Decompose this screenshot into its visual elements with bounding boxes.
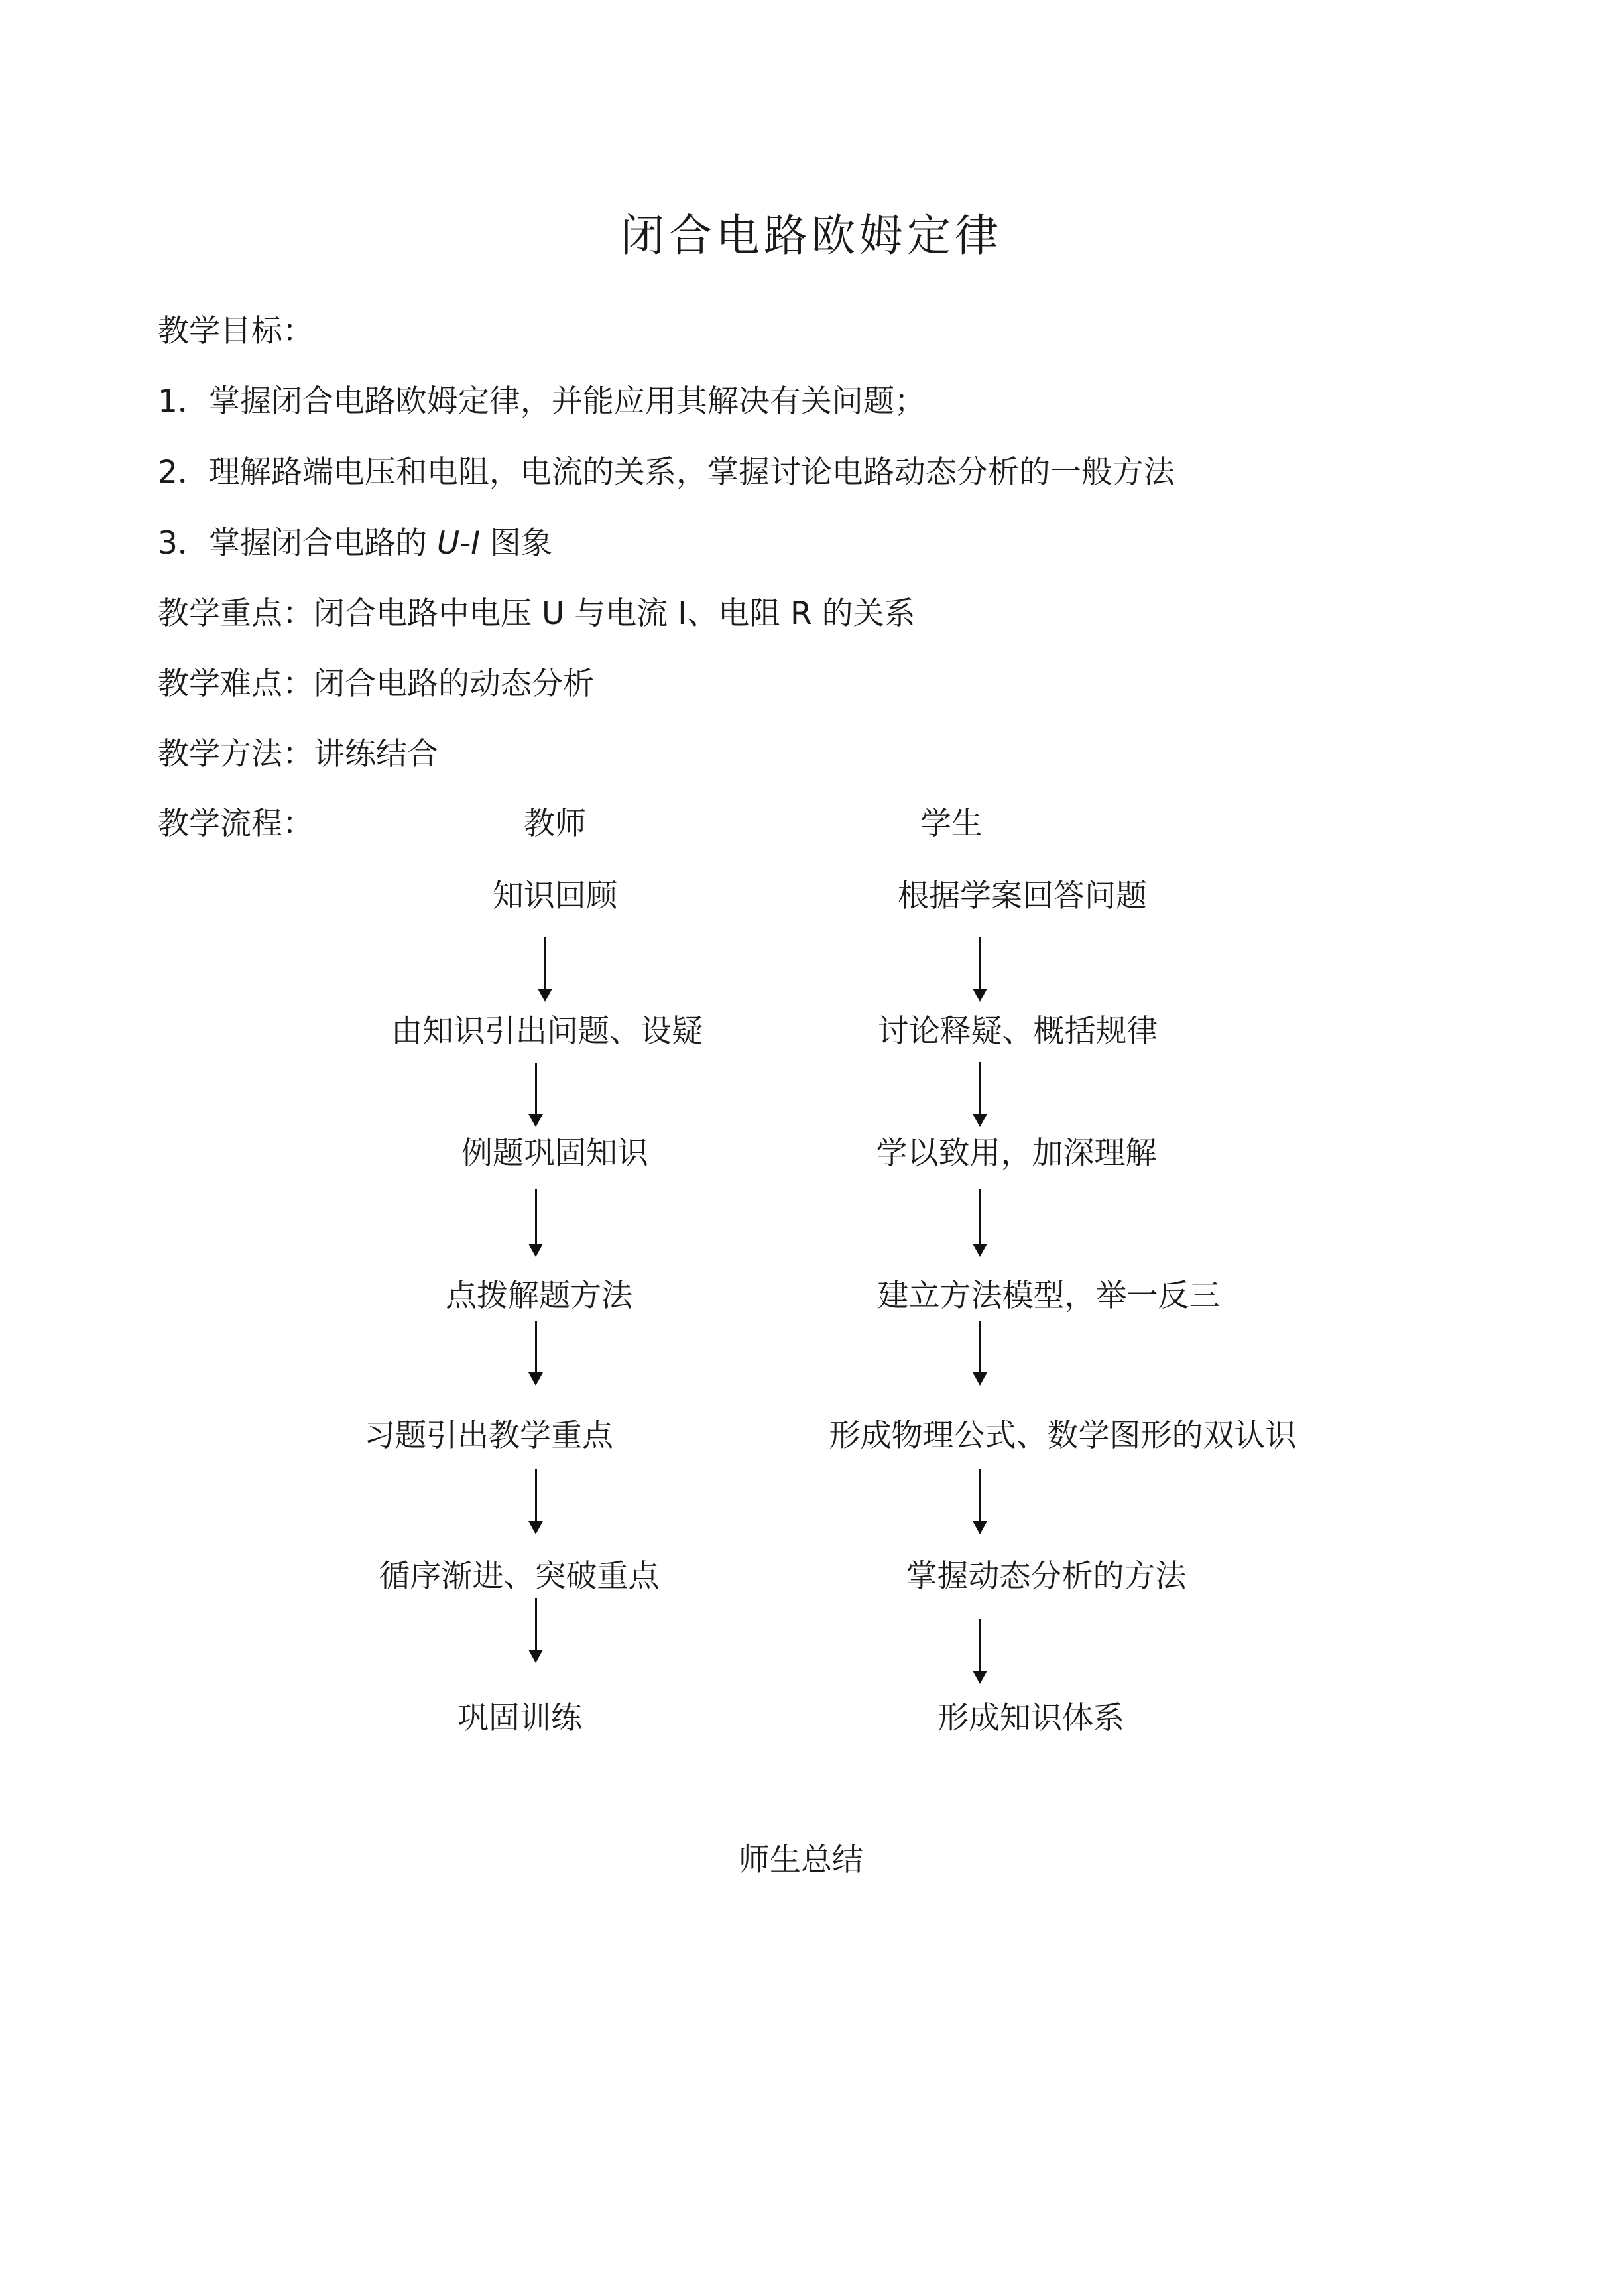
- down-arrow-icon: [526, 1321, 546, 1386]
- teaching-method: 教学方法：讲练结合: [158, 736, 438, 772]
- objective-text: 掌握闭合电路欧姆定律，并能应用其解决有关问题；: [208, 383, 926, 420]
- student-step: 学以致用，加深理解: [876, 1135, 1157, 1172]
- teacher-step: 点拨解题方法: [446, 1278, 632, 1314]
- student-column-header: 学生: [920, 806, 983, 842]
- process-heading: 教学流程：: [158, 806, 314, 842]
- down-arrow-icon: [970, 1062, 990, 1127]
- objectives-heading: 教学目标：: [158, 313, 314, 349]
- teacher-step: 循序渐进、突破重点: [379, 1558, 660, 1595]
- ui-graph-symbol: U-I: [436, 525, 481, 562]
- difficulty: 教学难点：闭合电路的动态分析: [158, 666, 594, 702]
- teacher-column-header: 教师: [524, 806, 586, 842]
- key-point: 教学重点：闭合电路中电压 U 与电流 I、电阻 R 的关系: [158, 595, 916, 632]
- summary: 师生总结: [739, 1842, 863, 1878]
- down-arrow-icon: [970, 1619, 990, 1684]
- page-title: 闭合电路欧姆定律: [621, 210, 1002, 261]
- down-arrow-icon: [526, 1063, 546, 1127]
- student-step: 建立方法模型，举一反三: [877, 1278, 1221, 1314]
- objective-number: 3．: [158, 525, 209, 562]
- student-step: 形成知识体系: [937, 1700, 1124, 1736]
- student-step: 形成物理公式、数学图形的双认识: [829, 1418, 1297, 1454]
- down-arrow-icon: [526, 1469, 546, 1534]
- teacher-step: 知识回顾: [493, 878, 617, 914]
- teacher-step: 巩固训练: [457, 1700, 582, 1736]
- teacher-step: 由知识引出问题、设疑: [391, 1013, 703, 1050]
- student-step: 掌握动态分析的方法: [906, 1558, 1187, 1595]
- teacher-step: 习题引出教学重点: [364, 1418, 613, 1454]
- objective-number: 1．: [158, 383, 209, 420]
- objective-item-2: [158, 453, 1175, 493]
- down-arrow-icon: [526, 1598, 546, 1663]
- student-step: 根据学案回答问题: [898, 878, 1147, 914]
- objective-item-3: [158, 524, 552, 564]
- teacher-step: 例题巩固知识: [461, 1135, 648, 1172]
- objective-text-end: 图象: [490, 525, 553, 562]
- objective-text: 理解路端电压和电阻，电流的关系，掌握讨论电路动态分析的一般方法: [208, 454, 1175, 491]
- objective-text: 掌握闭合电路的: [208, 525, 427, 562]
- down-arrow-icon: [970, 937, 990, 1002]
- down-arrow-icon: [970, 1321, 990, 1386]
- down-arrow-icon: [526, 1189, 546, 1257]
- down-arrow-icon: [970, 1189, 990, 1257]
- objective-number: 2．: [158, 454, 209, 491]
- objective-item-1: [158, 382, 926, 422]
- down-arrow-icon: [970, 1469, 990, 1534]
- down-arrow-icon: [535, 937, 555, 1002]
- student-step: 讨论释疑、概括规律: [877, 1013, 1158, 1050]
